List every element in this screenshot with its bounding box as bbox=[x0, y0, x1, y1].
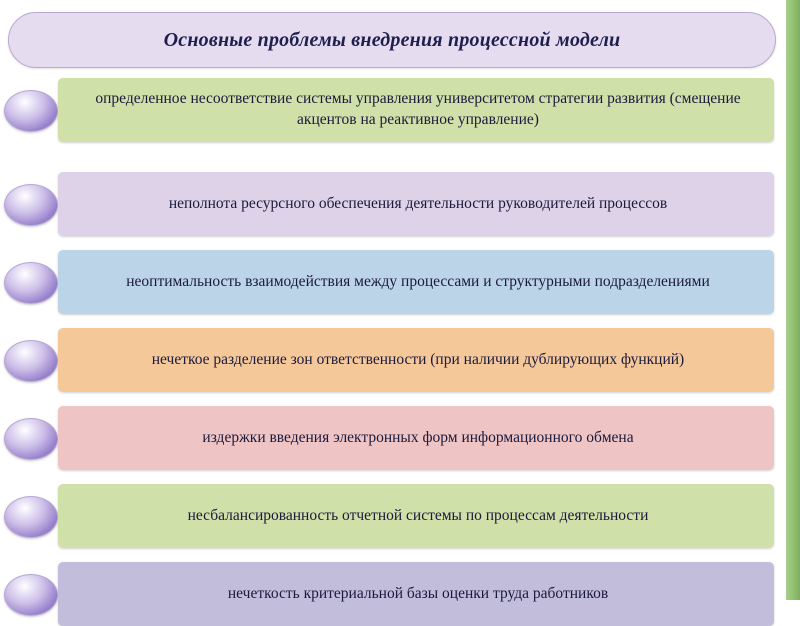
sphere-bullet-icon bbox=[4, 184, 58, 226]
list-item[interactable] bbox=[0, 562, 786, 626]
page-title: Основные проблемы внедрения процессной модели bbox=[163, 28, 621, 51]
item-bar-3[interactable] bbox=[58, 328, 774, 392]
sphere-bullet-icon bbox=[4, 340, 58, 382]
sphere-bullet-icon bbox=[4, 496, 58, 538]
list-item[interactable] bbox=[0, 172, 786, 236]
problem-list bbox=[0, 78, 786, 602]
sphere-bullet-icon bbox=[4, 262, 58, 304]
item-bar-1[interactable] bbox=[58, 172, 774, 236]
item-bar-0[interactable] bbox=[58, 78, 774, 142]
item-label: неоптимальность взаимодействия между процессами и структурными подразделениями bbox=[126, 272, 710, 290]
list-item[interactable] bbox=[0, 484, 786, 548]
list-item[interactable] bbox=[0, 328, 786, 392]
slide-title-banner bbox=[8, 12, 776, 68]
item-bar-6[interactable] bbox=[58, 562, 774, 626]
item-label: несбалансированность отчетной системы по процессам деятельности bbox=[187, 506, 649, 524]
item-label: нечеткое разделение зон ответственности (при наличии дублирующих функций) bbox=[151, 350, 685, 368]
list-item[interactable] bbox=[0, 78, 786, 142]
sphere-bullet-icon bbox=[4, 418, 58, 460]
item-bar-4[interactable] bbox=[58, 406, 774, 470]
item-label: неполнота ресурсного обеспечения деятельности руководителей процессов bbox=[168, 194, 668, 212]
item-label: определенное несоответствие системы управления университетом стратегии развития (смещение акцентов на реактивное управление) bbox=[95, 90, 741, 128]
list-item[interactable] bbox=[0, 250, 786, 314]
item-bar-2[interactable] bbox=[58, 250, 774, 314]
list-item[interactable] bbox=[0, 406, 786, 470]
sphere-bullet-icon bbox=[4, 90, 58, 132]
sphere-bullet-icon bbox=[4, 574, 58, 616]
decorative-right-band bbox=[786, 0, 800, 600]
item-label: издержки введения электронных форм информационного обмена bbox=[202, 428, 634, 446]
item-label: нечеткость критериальной базы оценки труда работников bbox=[227, 584, 609, 602]
item-bar-5[interactable] bbox=[58, 484, 774, 548]
